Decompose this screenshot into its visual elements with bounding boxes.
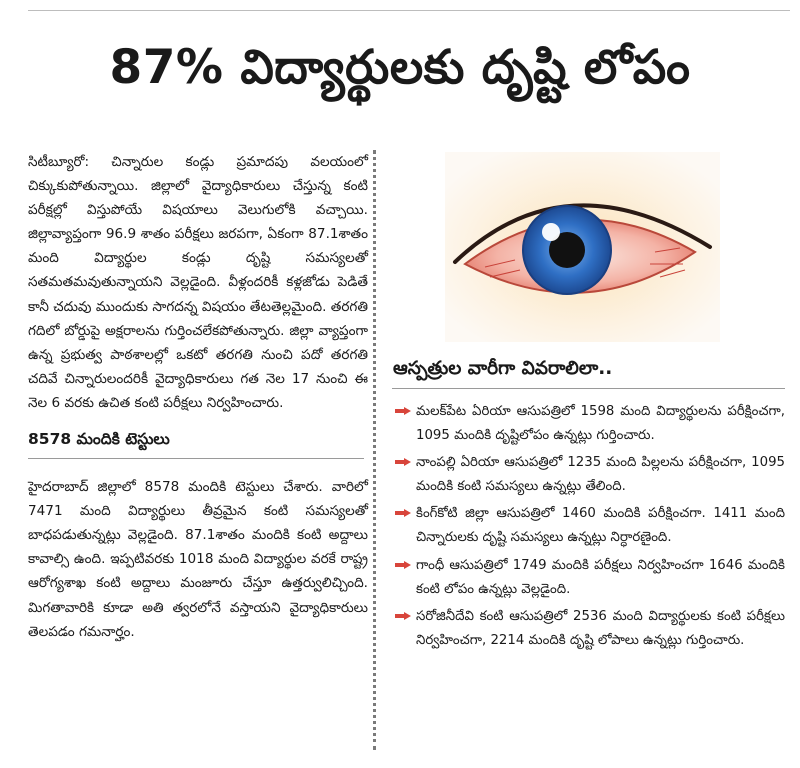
list-item <box>392 502 785 550</box>
pointing-hand-icon <box>394 505 412 521</box>
pointing-hand-icon <box>394 454 412 470</box>
subheading: 8578 మందికి టెస్టులు <box>28 430 170 449</box>
subheading-block <box>28 427 364 459</box>
list-item <box>392 605 785 653</box>
lead-paragraph: సిటీబ్యూరో: చిన్నారుల కండ్లు ప్రమాదపు వలయంలో చిక్కుకుపోతున్నాయి. జిల్లాలో వైద్యాధికారులు చేస్తున్న కంటి పరీక్షల్లో విస్తుపోయే విషయాలు వెలుగులోకి వచ్చాయి. జిల్లావ్యాప్తంగా 96.9 శాతం పరీక్షలు జరపగా, ఏకంగా 87.1శాతం మంది విద్యార్థుల కండ్లు దృష్టి సమస్యలతో సతమతమవుతున్నాయని వెల్లడైంది. వీళ్లందరికీ కళ్లజోడు పెడితే కానీ చదువు ముందుకు సాగదన్న విషయం తేటతెల్లమైంది. తరగతి గదిలో బోర్డుపై అక్షరాలను గుర్తించలేకపోతున్నారు. జిల్లా వ్యాప్తంగా ఉన్న ప్రభుత్వ పాఠశాలల్లో ఒకటో తరగతి నుంచి పదో తరగతి చదివే చిన్నారులందరికీ వైద్యాధికారులు గత నెల 17 నుంచి ఈ నెల 6 వరకు ఉచిత కంటి పరీక్షలు నిర్వహించారు. <box>28 154 368 411</box>
list-item <box>392 451 785 499</box>
list-item-text: నాంపల్లి ఏరియా ఆసుపత్రిలో 1235 మంది పిల్లలను పరీక్షించగా, 1095 మందికి కంటి సమస్యలు ఉన్నట్లు తేలింది. <box>416 455 785 495</box>
hospital-list <box>392 400 785 656</box>
top-rule <box>28 10 790 11</box>
column-divider <box>373 150 376 750</box>
headline: 87% విద్యార్థులకు దృష్టి లోపం <box>109 40 691 95</box>
red-eye-icon <box>445 152 720 342</box>
pointing-hand-icon <box>394 608 412 624</box>
list-item-text: కింగ్‌కోటి జిల్లా ఆసుపత్రిలో 1460 మందికి పరీక్షించగా. 1411 మంది చిన్నారులకు దృష్టి సమస్యలు ఉన్నట్లు నిర్ధారణైంది. <box>416 506 785 546</box>
section-heading: ఆస్పత్రుల వారీగా వివరాలిలా.. <box>393 358 613 379</box>
section-rule <box>392 388 785 389</box>
list-item <box>392 400 785 448</box>
left-column <box>28 150 368 644</box>
pointing-hand-icon <box>394 403 412 419</box>
list-item <box>392 554 785 602</box>
list-item-text: గాంధీ ఆసుపత్రిలో 1749 మందికి పరీక్షలు నిర్వహించగా 1646 మందికి కంటి లోపం ఉన్నట్లు వెల్లడైంది. <box>416 557 785 597</box>
pointing-hand-icon <box>394 557 412 573</box>
eye-illustration <box>445 152 720 342</box>
list-item-text: సరోజినీదేవి కంటి ఆసుపత్రిలో 2536 మంది విద్యార్థులకు కంటి పరీక్షలు నిర్వహించగా, 2214 మందికి దృష్టి లోపాలు ఉన్నట్లు గుర్తించారు. <box>416 608 785 648</box>
list-item-text: మలక్‌పేట ఏరియా ఆసుపత్రిలో 1598 మంది విద్యార్థులను పరీక్షించగా, 1095 మందికి దృష్టిలోపం ఉన్నట్లు గుర్తించారు. <box>416 404 785 444</box>
second-paragraph: హైదరాబాద్ జిల్లాలో 8578 మందికి టెస్టులు చేశారు. వారిలో 7471 మంది విద్యార్థులు తీవ్రమైన కంటి సమస్యలతో బాధపడుతున్నట్లు వెల్లడైంది. 87.1శాతం మందికి కంటి అద్దాలు కావాల్సి ఉంది. ఇప్పటివరకు 1018 మంది విద్యార్థుల వరకే రాష్ట్ర ఆరోగ్యశాఖ కంటి అద్దాలు మంజూరు చేస్తూ ఉత్తర్వులిచ్చింది. మిగతావారికి కూడా అతి త్వరలోనే వస్తాయని వైద్యాధికారులు తెలపడం గమనార్హం. <box>28 479 368 640</box>
